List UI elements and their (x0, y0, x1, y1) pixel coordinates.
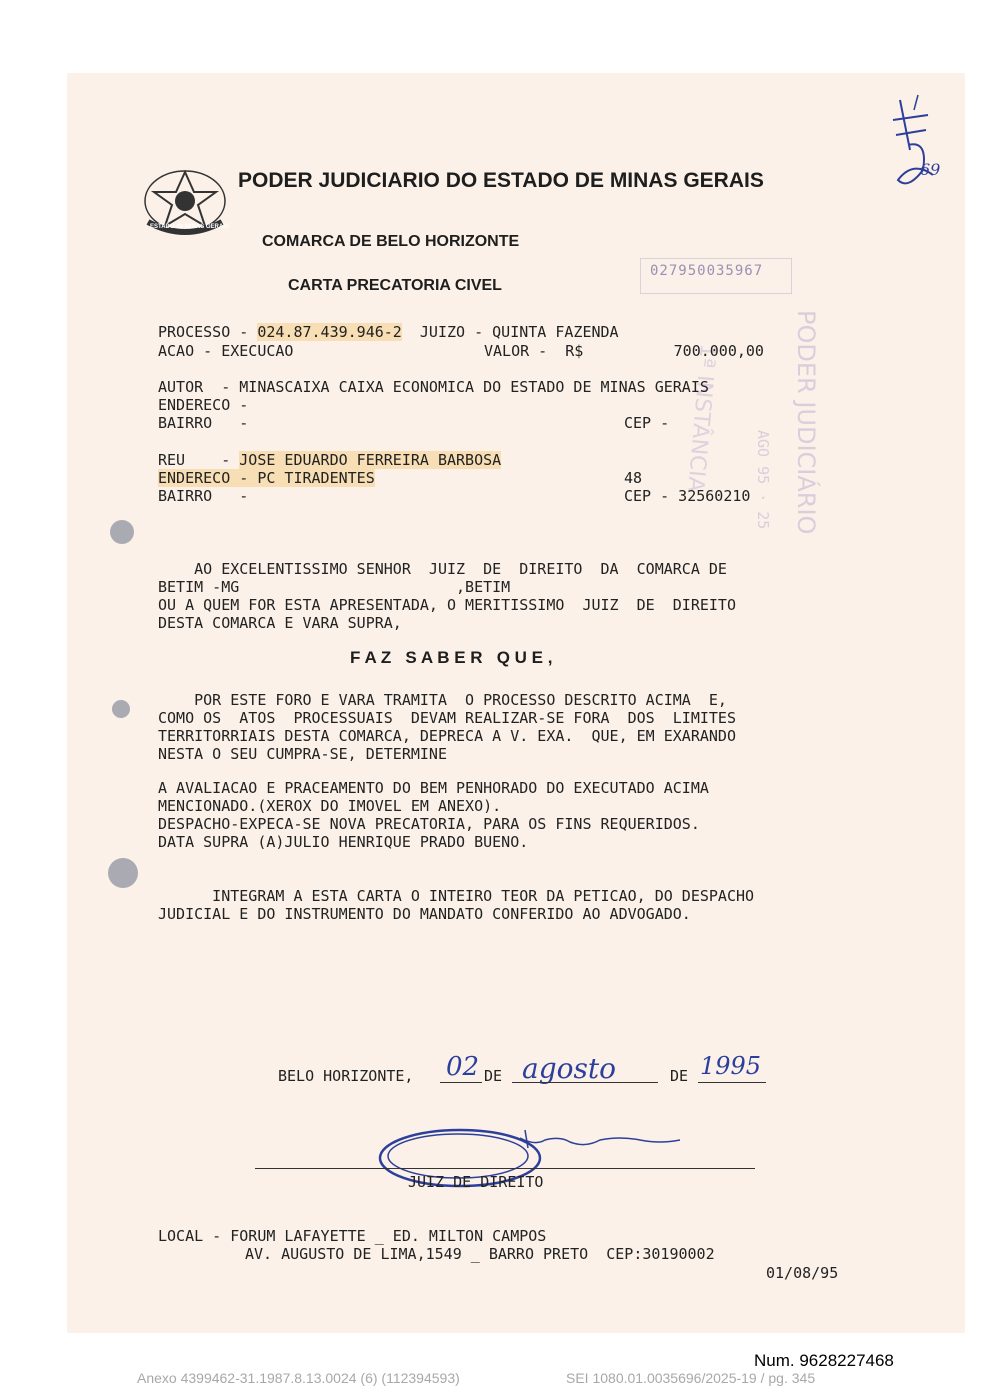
processo-number: 024.87.439.946-2 (257, 323, 402, 341)
para2-line-1: A AVALIACAO E PRACEAMENTO DO BEM PENHORADO DO EXECUTADO ACIMA (158, 779, 709, 797)
local-line-1: LOCAL - FORUM LAFAYETTE _ ED. MILTON CAMPOS (158, 1227, 547, 1245)
local-date: 01/08/95 (766, 1264, 839, 1282)
punch-hole-3 (108, 858, 138, 888)
reu-line: REU - JOSE EDUARDO FERREIRA BARBOSA (158, 451, 502, 469)
footer-sei: SEI 1080.01.0035696/2025-19 / pg. 345 (566, 1370, 816, 1386)
date-de-1: DE (484, 1067, 503, 1085)
para2-line-3: DESPACHO-EXPECA-SE NOVA PRECATORIA, PARA OS FINS REQUERIDOS. (158, 815, 700, 833)
autor-bairro: BAIRRO - (158, 414, 249, 432)
document-type: CARTA PRECATORIA CIVEL (288, 277, 502, 294)
footer-anexo: Anexo 4399462-31.1987.8.13.0024 (6) (112394593) (137, 1370, 460, 1386)
comarca-title: COMARCA DE BELO HORIZONTE (262, 233, 520, 250)
month-underline (512, 1082, 658, 1083)
reu-numero: 48 (624, 469, 643, 487)
para3-line-2: JUDICIAL E DO INSTRUMENTO DO MANDATO CONFERIDO AO ADVOGADO. (158, 905, 691, 923)
reu-name: JOSE EDUARDO FERREIRA BARBOSA (239, 451, 502, 469)
date-year-handwritten: 1995 (700, 1052, 762, 1080)
intro-line-2: BETIM -MG ,BETIM (158, 578, 511, 596)
para1-line-2: COMO OS ATOS PROCESSUAIS DEVAM REALIZAR-SE FORA DOS LIMITES (158, 709, 736, 727)
acao-line: ACAO - EXECUCAO (158, 342, 294, 360)
seal-text: ESTADO de MINAS GERAIS (150, 224, 229, 230)
para1-line-4: NESTA O SEU CUMPRA-SE, DETERMINE (158, 745, 447, 763)
para2-line-2: MENCIONADO.(XEROX DO IMOVEL EM ANEXO). (158, 797, 502, 815)
document-number: Num. 9628227468 (754, 1351, 894, 1370)
margin-page-number: 69 (920, 160, 941, 179)
reu-cep: CEP - 32560210 (624, 487, 751, 505)
intro-line-4: DESTA COMARCA E VARA SUPRA, (158, 614, 402, 632)
autor-cep: CEP - (624, 414, 670, 432)
autor-line: AUTOR - MINASCAIXA CAIXA ECONOMICA DO ESTADO DE MINAS GERAIS (158, 378, 709, 396)
margin-initials-mark (888, 90, 950, 220)
year-underline (698, 1082, 766, 1083)
processo-line: PROCESSO - 024.87.439.946-2 JUIZO - QUINTA FAZENDA (158, 323, 619, 341)
reu-endereco: ENDERECO - PC TIRADENTES (158, 469, 375, 487)
vertical-stamp-1: PODER JUDICIÁRIO (792, 310, 820, 535)
signature-line (255, 1168, 755, 1169)
date-de-2: DE (670, 1067, 689, 1085)
autor-endereco: ENDERECO - (158, 396, 249, 414)
valor-line: VALOR - R$ 700.000,00 (484, 342, 764, 360)
day-underline (440, 1082, 482, 1083)
para1-line-3: TERRITORRIAIS DESTA COMARCA, DEPRECA A V. EXA. QUE, EM EXARANDO (158, 727, 736, 745)
vertical-stamp-3: AGO 95 · 25 (754, 430, 772, 530)
date-day-handwritten: 02 (446, 1052, 480, 1082)
punch-hole-2 (112, 700, 130, 718)
vertical-stamp-2: 1ª INSTÂNCIA (682, 342, 720, 493)
local-line-2: AV. AUGUSTO DE LIMA,1549 _ BARRO PRETO CEP:30190002 (245, 1245, 715, 1263)
intro-line-3: OU A QUEM FOR ESTA APRESENTADA, O MERITISSIMO JUIZ DE DIREITO (158, 596, 736, 614)
reu-bairro: BAIRRO - (158, 487, 249, 505)
para3-line-1: INTEGRAM A ESTA CARTA O INTEIRO TEOR DA PETICAO, DO DESPACHO (158, 887, 755, 905)
faz-saber-heading: F A Z S A B E R Q U E , (350, 648, 553, 667)
intro-line-1: AO EXCELENTISSIMO SENHOR JUIZ DE DIREITO DA COMARCA DE (158, 560, 727, 578)
para1-line-1: POR ESTE FORO E VARA TRAMITA O PROCESSO DESCRITO ACIMA E, (158, 691, 727, 709)
punch-hole-1 (110, 520, 134, 544)
protocol-stamp-number: 027950035967 (650, 263, 764, 279)
signature-label: JUIZ DE DIREITO (408, 1173, 544, 1191)
date-month-handwritten: agosto (522, 1052, 616, 1085)
para2-line-4: DATA SUPRA (A)JULIO HENRIQUE PRADO BUENO. (158, 833, 529, 851)
date-city: BELO HORIZONTE, (278, 1067, 414, 1085)
court-title: PODER JUDICIARIO DO ESTADO DE MINAS GERAIS (238, 169, 764, 192)
stamp-box (640, 258, 792, 294)
